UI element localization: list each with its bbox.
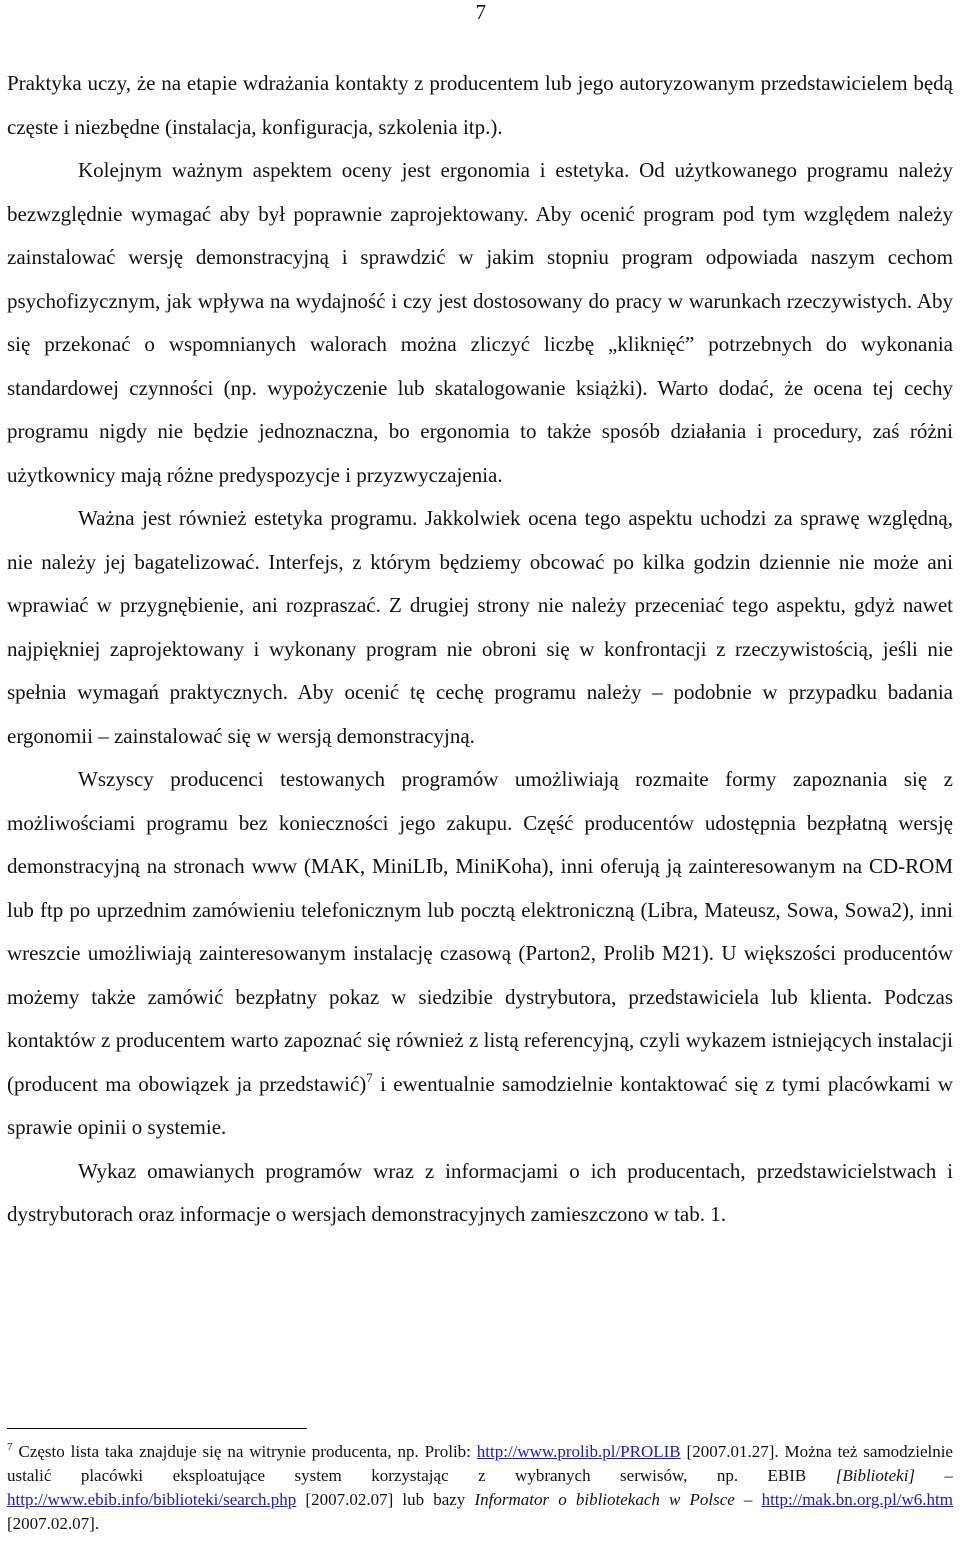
- footnote-text: [2007.02.07].: [7, 1514, 100, 1533]
- paragraph-1: Praktyka uczy, że na etapie wdrażania kontakty z producentem lub jego autoryzowanym przedstawicielem będą częste i niezbędne (instalacja, konfiguracja, szkolenia itp.).: [7, 71, 953, 139]
- footnote-text: Często lista taka znajduje się na witrynie producenta, np. Prolib:: [18, 1442, 477, 1461]
- footnote-italic-text: Informator o bibliotekach w Polsce: [474, 1490, 735, 1509]
- body-text: [7, 62, 953, 1237]
- paragraph-2: Kolejnym ważnym aspektem oceny jest ergonomia i estetyka. Od użytkowanego programu należy bezwzględnie wymagać aby był poprawnie zaprojektowany. Aby ocenić program pod tym względem należy zainstalować wersję demonstracyjną i sprawdzić w jakim stopniu program odpowiada naszym cechom psychofizycznym, jak wpływa na wydajność i czy jest dostosowany do pracy w warunkach rzeczywistych. Aby się przekonać o wspomnianych walorach można zliczyć liczbę „kliknięć” potrzebnych do wykonania standardowej czynności (np. wypożyczenie lub skatalogowanie książki). Warto dodać, że ocena tej cechy programu nigdy nie będzie jednoznaczna, bo ergonomia to także sposób działania i procedury, zaś różni użytkownicy mają różne predyspozycje i przyzwyczajenia.: [7, 158, 953, 487]
- footnote-text: –: [734, 1490, 762, 1509]
- footnote: [7, 1440, 953, 1536]
- footnote-mark: 7: [7, 1441, 13, 1453]
- footnote-text: [2007.02.07] lub bazy: [296, 1490, 475, 1509]
- paragraph-4-text-end: i ewentualnie samodzielnie kontaktować się z tymi placówkami w sprawie opinii o systemie.: [7, 1071, 953, 1139]
- paragraph-4: [7, 758, 953, 1150]
- ebib-link[interactable]: http://www.ebib.info/biblioteki/search.php: [7, 1490, 297, 1509]
- footnote-reference[interactable]: 7: [366, 1069, 373, 1085]
- footnote-separator: [7, 1428, 307, 1429]
- paragraph-4-text: Wszyscy producenci testowanych programów umożliwiają rozmaite formy zapoznania się z możliwościami programu bez konieczności jego zakupu. Część producentów udostępnia bezpłatną wersję demonstracyjną na stronach www (MAK, MiniLIb, MiniKoha), inni oferują ją zainteresowanym na CD-ROM lub ftp po uprzednim zamówieniu telefonicznym lub pocztą elektroniczną (Libra, Mateusz, Sowa, Sowa2), inni wreszcie umożliwiają zainteresowanym instalację czasową (Parton2, Prolib M21). U większości producentów możemy także zamówić bezpłatny pokaz w siedzibie dystrybutora, przedstawiciela lub klienta. Podczas kontaktów z producentem warto zapoznać się również z listą referencyjną, czyli wykazem istniejących instalacji (producent ma obowiązek ja przedstawić): [7, 767, 953, 1096]
- footnote-italic-text: [Biblioteki]: [835, 1466, 916, 1485]
- paragraph-5: Wykaz omawianych programów wraz z informacjami o ich producentach, przedstawicielstwach i dystrybutorach oraz informacje o wersjach demonstracyjnych zamieszczono w tab. 1.: [7, 1158, 953, 1226]
- footnote-text: [2007.01.27]. Można też samodzielnie ustalić placówki eksploatujące system korzystając z wybranych serwisów, np. EBIB: [7, 1442, 953, 1485]
- page-number: 7: [475, 0, 486, 24]
- footnote-text: –: [915, 1466, 953, 1485]
- paragraph-3: Ważna jest również estetyka programu. Jakkolwiek ocena tego aspektu uchodzi za sprawę względną, nie należy jej bagatelizować. Interfejs, z którym będziemy obcować po kilka godzin dziennie nie może ani wprawiać w przygnębienie, ani rozpraszać. Z drugiej strony nie należy przeceniać tego aspektu, gdyż nawet najpiękniej zaprojektowany i wykonany program nie obroni się w konfrontacji z rzeczywistością, jeśli nie spełnia wymagań praktycznych. Aby ocenić tę cechę programu należy – podobnie w przypadku badania ergonomii – zainstalować się w wersją demonstracyjną.: [7, 506, 953, 748]
- prolib-link[interactable]: http://www.prolib.pl/PROLIB: [476, 1442, 681, 1461]
- mak-bn-link[interactable]: http://mak.bn.org.pl/w6.htm: [761, 1490, 953, 1509]
